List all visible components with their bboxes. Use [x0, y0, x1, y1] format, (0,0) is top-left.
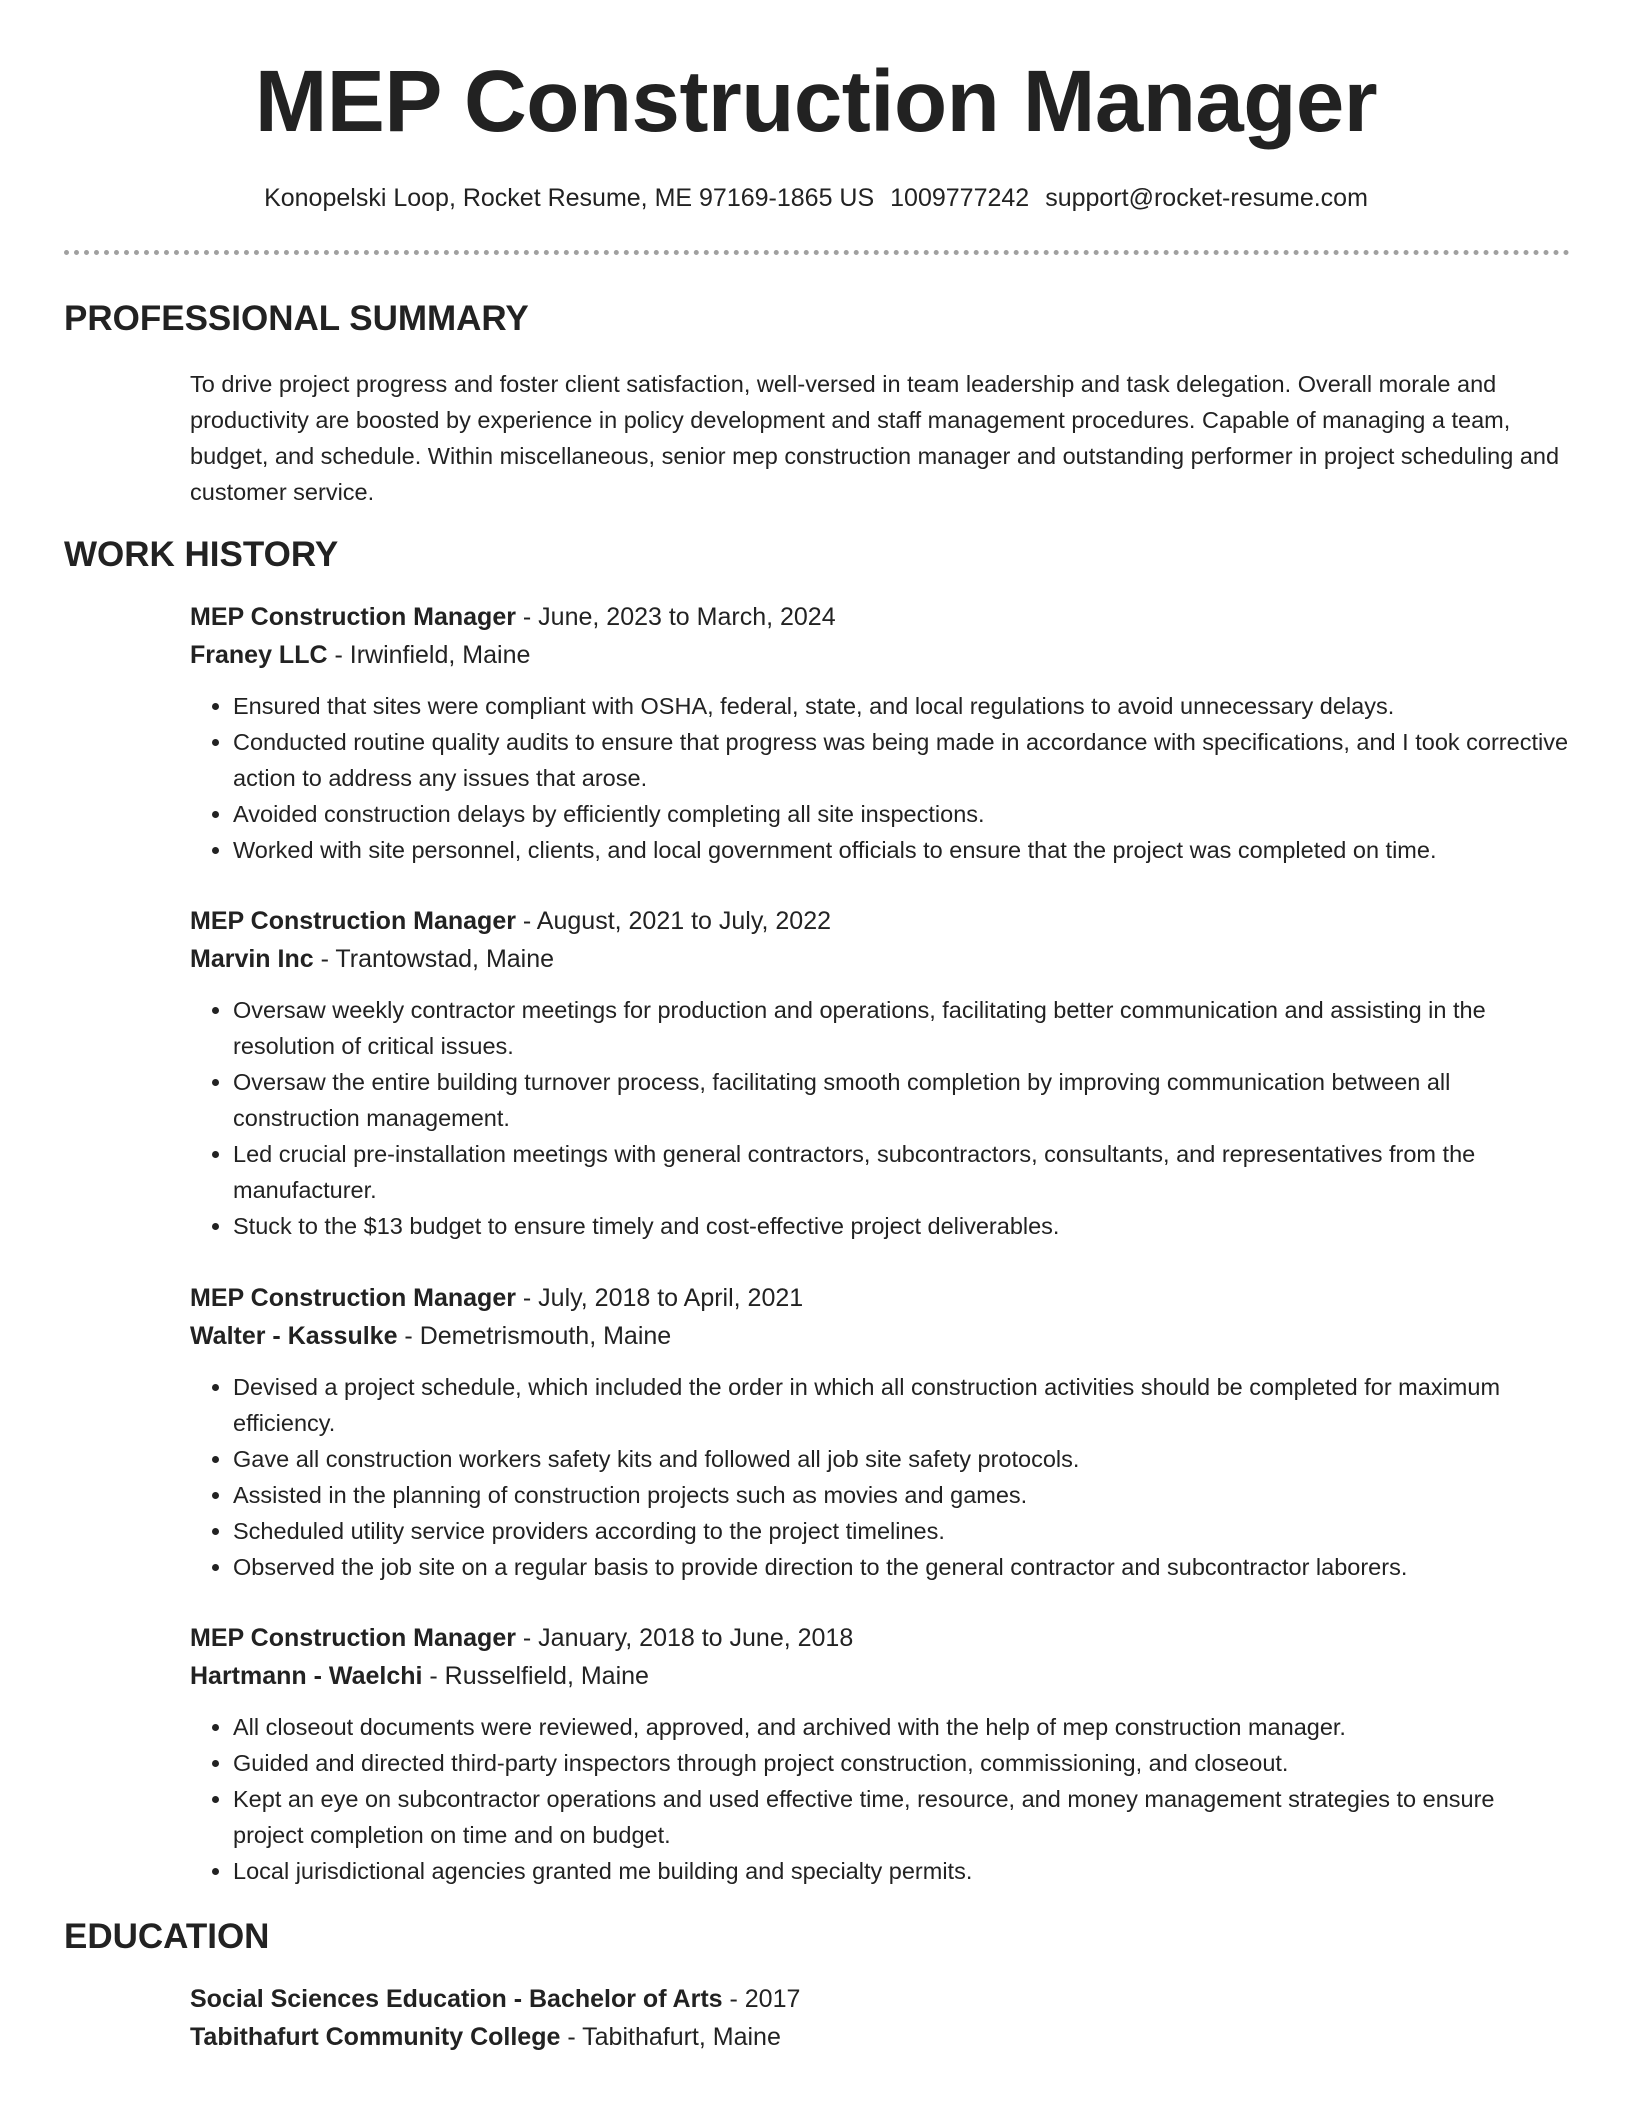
job-bullets: [190, 1369, 1570, 1585]
job-bullet: • Ensured that sites were compliant with OSHA, federal, state, and local regulations to avoid unnecessary delays.: [233, 688, 1570, 724]
job-bullet: • Avoided construction delays by efficiently completing all site inspections.: [233, 796, 1570, 832]
job-bullet: • Led crucial pre-installation meetings with general contractors, subcontractors, consultants, and representatives from the manufacturer.: [233, 1136, 1570, 1208]
job-company-line: [190, 1657, 1570, 1695]
job-bullet: • Local jurisdictional agencies granted me building and specialty permits.: [233, 1853, 1570, 1889]
header-divider: [64, 250, 1570, 255]
education-location: - Tabithafurt, Maine: [560, 2023, 781, 2051]
job-bullet: • Devised a project schedule, which included the order in which all construction activities should be completed for maximum efficiency.: [233, 1369, 1570, 1441]
education-school-line: [190, 2018, 1570, 2056]
summary-text: To drive project progress and foster client satisfaction, well-versed in team leadership and task delegation. Overall morale and productivity are boosted by experience in policy development and staff management procedures. Capable of managing a team, budget, and schedule. Within miscellaneous, senior mep construction manager and outstanding performer in project scheduling and customer service.: [190, 371, 1560, 505]
job-company-line: [190, 636, 1570, 674]
education-degree-line: [190, 1980, 1570, 2018]
job-bullet: • Observed the job site on a regular basis to provide direction to the general contractor and subcontractor laborers.: [233, 1549, 1570, 1585]
job-role: MEP Construction Manager: [190, 603, 516, 631]
job-company: Franey LLC: [190, 641, 328, 669]
job-dates: - July, 2018 to April, 2021: [515, 1284, 804, 1312]
job-bullet: • All closeout documents were reviewed, approved, and archived with the help of mep construction manager.: [233, 1709, 1570, 1745]
education-entry: [190, 1980, 1570, 2056]
job-role: MEP Construction Manager: [190, 907, 516, 935]
job-company-line: [190, 1317, 1570, 1355]
job-dates: - August, 2021 to July, 2022: [515, 907, 831, 935]
education-heading: EDUCATION: [64, 1917, 270, 1956]
job-bullet: • Kept an eye on subcontractor operations and used effective time, resource, and money management strategies to ensure project completion on time and on budget.: [233, 1781, 1570, 1853]
job-location: - Demetrismouth, Maine: [397, 1322, 672, 1350]
job-bullet: • Guided and directed third-party inspectors through project construction, commissioning, and closeout.: [233, 1745, 1570, 1781]
job-bullet: • Stuck to the $13 budget to ensure timely and cost-effective project deliverables.: [233, 1208, 1570, 1244]
job-location: - Trantowstad, Maine: [313, 945, 555, 973]
job-bullets: [190, 992, 1570, 1244]
job-company: Marvin Inc: [190, 945, 314, 973]
job-title-line: [190, 1619, 1570, 1657]
contact-line: [0, 183, 1632, 213]
education-year: - 2017: [722, 1985, 801, 2013]
job-role: MEP Construction Manager: [190, 1284, 516, 1312]
job-bullet: • Oversaw weekly contractor meetings for production and operations, facilitating better communication and assisting in the resolution of critical issues.: [233, 992, 1570, 1064]
summary-heading: PROFESSIONAL SUMMARY: [64, 299, 529, 338]
job-entry: [190, 902, 1570, 1244]
contact-phone: 1009777242: [890, 184, 1030, 212]
job-dates: - January, 2018 to June, 2018: [515, 1624, 854, 1652]
job-company: Walter - Kassulke: [190, 1322, 398, 1350]
job-dates: - June, 2023 to March, 2024: [515, 603, 836, 631]
job-company: Hartmann - Waelchi: [190, 1662, 423, 1690]
job-role: MEP Construction Manager: [190, 1624, 516, 1652]
job-entry: [190, 1279, 1570, 1585]
contact-email: support@rocket-resume.com: [1045, 184, 1368, 212]
job-bullet: • Conducted routine quality audits to ensure that progress was being made in accordance with specifications, and I took corrective action to address any issues that arose.: [233, 724, 1570, 796]
job-bullet: • Oversaw the entire building turnover process, facilitating smooth completion by improving communication between all construction management.: [233, 1064, 1570, 1136]
job-title-line: [190, 1279, 1570, 1317]
job-bullets: [190, 688, 1570, 868]
education-school: Tabithafurt Community College: [190, 2023, 561, 2051]
job-title-line: [190, 902, 1570, 940]
job-location: - Irwinfield, Maine: [327, 641, 531, 669]
job-bullet: • Assisted in the planning of construction projects such as movies and games.: [233, 1477, 1570, 1513]
job-bullet: • Gave all construction workers safety kits and followed all job site safety protocols.: [233, 1441, 1570, 1477]
work-history-heading: WORK HISTORY: [64, 535, 339, 574]
job-entry: [190, 598, 1570, 868]
job-company-line: [190, 940, 1570, 978]
contact-address: Konopelski Loop, Rocket Resume, ME 97169-1865 US: [264, 184, 875, 212]
job-bullet: • Scheduled utility service providers according to the project timelines.: [233, 1513, 1570, 1549]
education-degree: Social Sciences Education - Bachelor of Arts: [190, 1985, 723, 2013]
job-location: - Russelfield, Maine: [422, 1662, 649, 1690]
job-bullet: • Worked with site personnel, clients, and local government officials to ensure that the project was completed on time.: [233, 832, 1570, 868]
job-bullets: [190, 1709, 1570, 1889]
job-title-line: [190, 598, 1570, 636]
resume-name: MEP Construction Manager: [254, 53, 1378, 150]
job-entry: [190, 1619, 1570, 1889]
